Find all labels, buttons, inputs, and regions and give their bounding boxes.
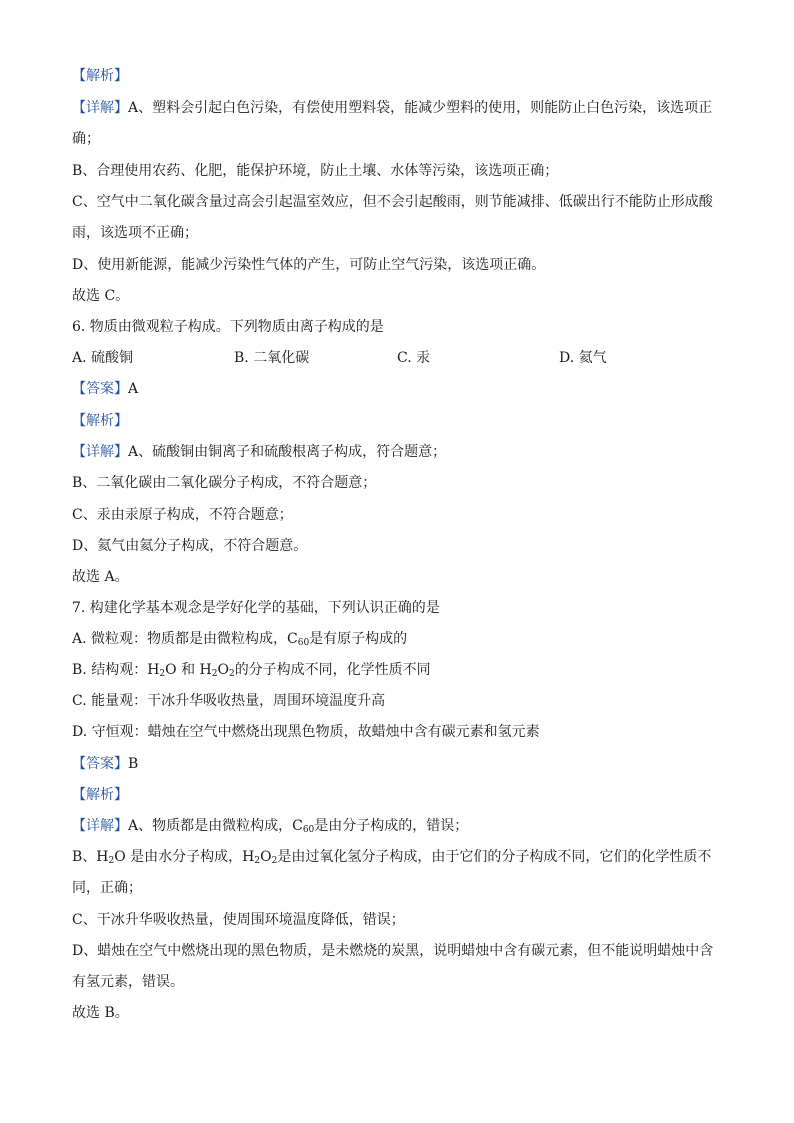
explanation-line: C、干冰升华吸收热量，使周围环境温度降低，错误；	[72, 912, 405, 928]
option-d: D. 守恒观：蜡烛在空气中燃烧出现黑色物质，故蜡烛中含有碳元素和氢元素	[72, 724, 540, 740]
answer-line: 【答案】B	[72, 756, 139, 772]
option-c: C. 汞	[397, 350, 431, 366]
explanation-line: B、$H_2O$ 是由水分子构成，$H_2O_2$是由过氧化氢分子构成，由于它们的分子构成不同，它们的化学性质不	[72, 849, 712, 866]
explanation-line: 有氢元素，错误。	[72, 974, 184, 990]
question-stem: 6. 物质由微观粒子构成。下列物质由离子构成的是	[72, 319, 384, 335]
explanation-line: 【详解】A、硫酸铜由铜离子和硫酸根离子构成，符合题意；	[72, 444, 447, 460]
explanation-line: 雨，该选项不正确；	[72, 225, 198, 241]
explanation-line: D、蜡烛在空气中燃烧出现的黑色物质，是未燃烧的炭黑，说明蜡烛中含有碳元素，但不能说明蜡烛中含	[72, 943, 714, 959]
question-stem: 7. 构建化学基本观念是学好化学的基础，下列认识正确的是	[72, 600, 440, 616]
explanation-line: 【详解】A、物质都是由微粒构成，$C_{60}$是由分子构成的，错误；	[72, 818, 469, 835]
option-d: D. 氦气	[559, 350, 607, 366]
analysis-heading: 【解析】	[72, 413, 128, 429]
answer-line: 【答案】A	[72, 381, 139, 397]
option-c: C. 能量观：干冰升华吸收热量，周围环境温度升高	[72, 693, 386, 709]
conclusion: 故选 C。	[72, 288, 130, 304]
explanation-line: 确；	[72, 131, 100, 147]
explanation-line: C、汞由汞原子构成，不符合题意；	[72, 507, 293, 523]
analysis-heading: 【解析】	[72, 787, 128, 803]
option-b: B. 结构观：$H_2O$ 和 $H_2O_2$的分子构成不同，化学性质不同	[72, 662, 431, 679]
conclusion: 故选 A。	[72, 569, 129, 585]
explanation-line: B、二氧化碳由二氧化碳分子构成，不符合题意；	[72, 475, 377, 491]
explanation-line: 同，正确；	[72, 880, 142, 896]
explanation-line: D、使用新能源，能减少污染性气体的产生，可防止空气污染，该选项正确。	[72, 257, 546, 273]
option-b: B. 二氧化碳	[234, 350, 310, 366]
options-row	[72, 348, 722, 368]
explanation-line: C、空气中二氧化碳含量过高会引起温室效应，但不会引起酸雨，则节能减排、低碳出行不能防止形成酸	[72, 194, 713, 210]
explanation-line: 【详解】A、塑料会引起白色污染，有偿使用塑料袋，能减少塑料的使用，则能防止白色污染，该选项正	[72, 100, 713, 116]
option-a: A. 微粒观：物质都是由微粒构成，$C_{60}$是有原子构成的	[72, 631, 408, 648]
option-a: A. 硫酸铜	[72, 350, 134, 366]
explanation-line: B、合理使用农药、化肥，能保护环境，防止土壤、水体等污染，该选项正确；	[72, 163, 559, 179]
analysis-heading: 【解析】	[72, 68, 128, 84]
explanation-line: D、氦气由氦分子构成，不符合题意。	[72, 538, 308, 554]
conclusion: 故选 B。	[72, 1005, 129, 1021]
